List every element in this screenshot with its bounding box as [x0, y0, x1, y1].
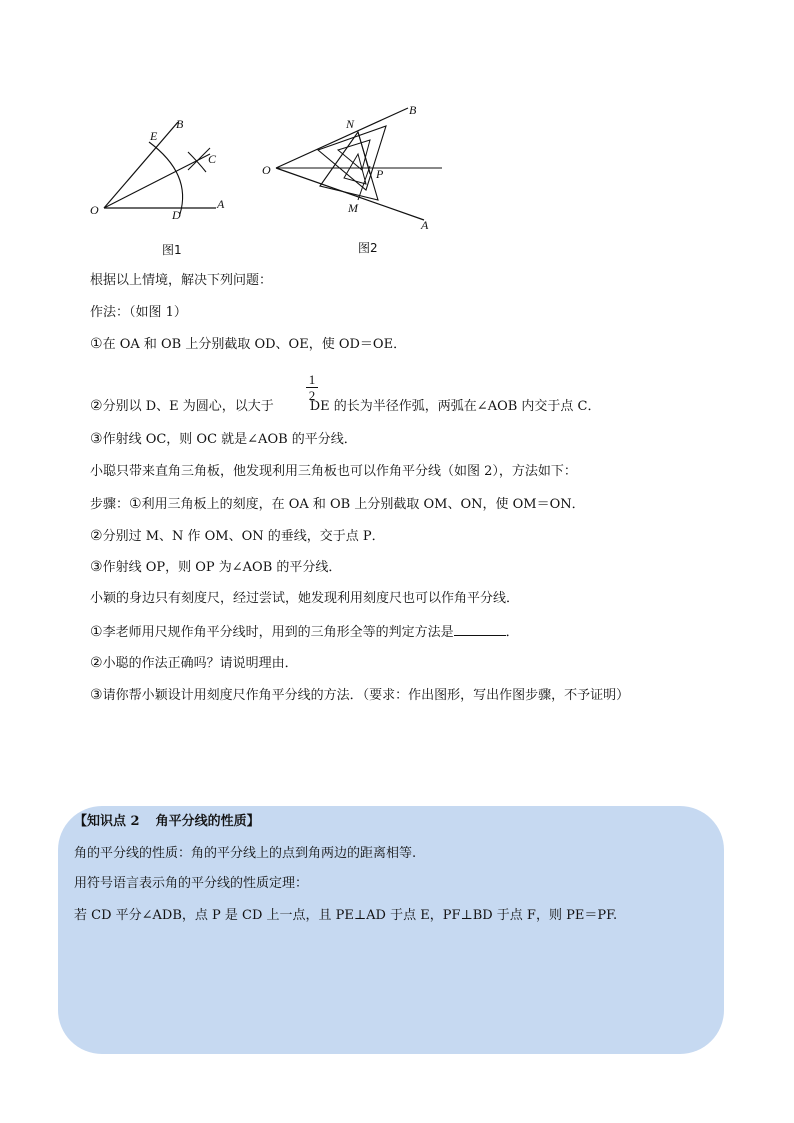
answer-blank[interactable] — [454, 623, 506, 636]
ray-oc — [104, 154, 210, 208]
question-2-marker: ② — [90, 655, 103, 671]
question-1-text: 李老师用尺规作角平分线时，用到的三角形全等的判定方法是 — [102, 625, 454, 640]
triangle-step-1-text: 利用三角板上的刻度，在 OA 和 OB 上分别截取 OM、ON，使 OM＝ON． — [141, 497, 585, 512]
triangle-step-1-marker: ① — [129, 496, 142, 512]
knowledge-title — [74, 814, 260, 830]
label-p: P — [376, 167, 384, 181]
step-1-text: 在 OA 和 OB 上分别截取 OD、OE，使 OD＝OE． — [102, 337, 407, 352]
intro-text: 根据以上情境，解决下列问题： — [90, 273, 273, 288]
step-1 — [90, 336, 406, 353]
figure-1 — [84, 112, 244, 228]
question-3 — [90, 687, 629, 704]
question-3-text: 请你帮小颖设计用刻度尺作角平分线的方法．（要求：作出图形，写出作图步骤，不予证明） — [102, 688, 630, 703]
triangle-step-1 — [90, 496, 585, 513]
knowledge-title-right: 角平分线的性质】 — [155, 814, 260, 829]
step-2-marker: ② — [90, 398, 103, 414]
step-3-marker: ③ — [90, 431, 103, 447]
ray-ob — [104, 122, 178, 208]
question-1-end: ． — [505, 625, 519, 640]
label-a: A — [421, 218, 429, 232]
knowledge-title-left: 【知识点 2 — [74, 814, 140, 829]
paragraph-3: 小颖的身边只有刻度尺，经过尝试，她发现利用刻度尺也可以作角平分线． — [90, 591, 520, 606]
arc-de — [149, 142, 183, 214]
triangle-step-3-text: 作射线 OP，则 OP 为∠AOB 的平分线． — [102, 560, 342, 575]
step-2-text-b: DE 的长为半径作弧，两弧在∠AOB 内交于点 C． — [309, 399, 601, 414]
arc-c2 — [188, 148, 210, 170]
knowledge-point-box — [58, 806, 724, 1054]
label-e: E — [150, 129, 158, 143]
knowledge-line-3: 若 CD 平分∠ADB，点 P 是 CD 上一点，且 PE⊥AD 于点 E，PF⊥BD 于点 F，则 PE＝PF. — [74, 908, 618, 923]
step-title: 步骤： — [90, 497, 130, 512]
question-3-marker: ③ — [90, 687, 103, 703]
label-n: N — [346, 117, 355, 131]
label-c: C — [208, 152, 217, 166]
step-2-text-a: 分别以 D、E 为圆心，以大于 — [102, 399, 274, 414]
knowledge-line-2: 用符号语言表示角的平分线的性质定理： — [74, 876, 309, 891]
triangle-step-3 — [90, 559, 341, 576]
ray-ob — [276, 108, 408, 168]
question-2 — [90, 655, 298, 672]
label-b: B — [409, 103, 417, 117]
triangle-step-3-marker: ③ — [90, 559, 103, 575]
step-1-marker: ① — [90, 336, 103, 352]
paragraph-2: 小聪只带来直角三角板，他发现利用三角板也可以作角平分线（如图 2），方法如下： — [90, 464, 577, 479]
label-b: B — [176, 117, 184, 131]
label-m: M — [348, 201, 358, 215]
fraction-denominator: 2 — [308, 388, 316, 403]
step-3-text: 作射线 OC，则 OC 就是∠AOB 的平分线． — [102, 432, 357, 447]
label-d: D — [172, 208, 181, 222]
label-a: A — [217, 197, 225, 211]
label-o: O — [90, 203, 99, 217]
step-3 — [90, 431, 357, 448]
triangle-step-2 — [90, 528, 385, 545]
figure-2 — [258, 100, 448, 232]
question-2-text: 小聪的作法正确吗？请说明理由． — [102, 656, 298, 671]
triangle-step-2-text: 分别过 M、N 作 OM、ON 的垂线，交于点 P． — [102, 529, 385, 544]
figure-1-caption: 图1 — [162, 243, 182, 257]
label-o: O — [262, 163, 271, 177]
knowledge-line-1: 角的平分线的性质：角的平分线上的点到角两边的距离相等. — [74, 846, 417, 861]
figure-2-caption: 图2 — [358, 241, 378, 255]
question-1-marker: ① — [90, 624, 103, 640]
method-title: 作法：（如图 1） — [90, 305, 187, 320]
fraction-numerator: 1 — [308, 372, 316, 387]
step-2 — [90, 398, 601, 415]
question-1 — [90, 623, 519, 641]
triangle-step-2-marker: ② — [90, 528, 103, 544]
